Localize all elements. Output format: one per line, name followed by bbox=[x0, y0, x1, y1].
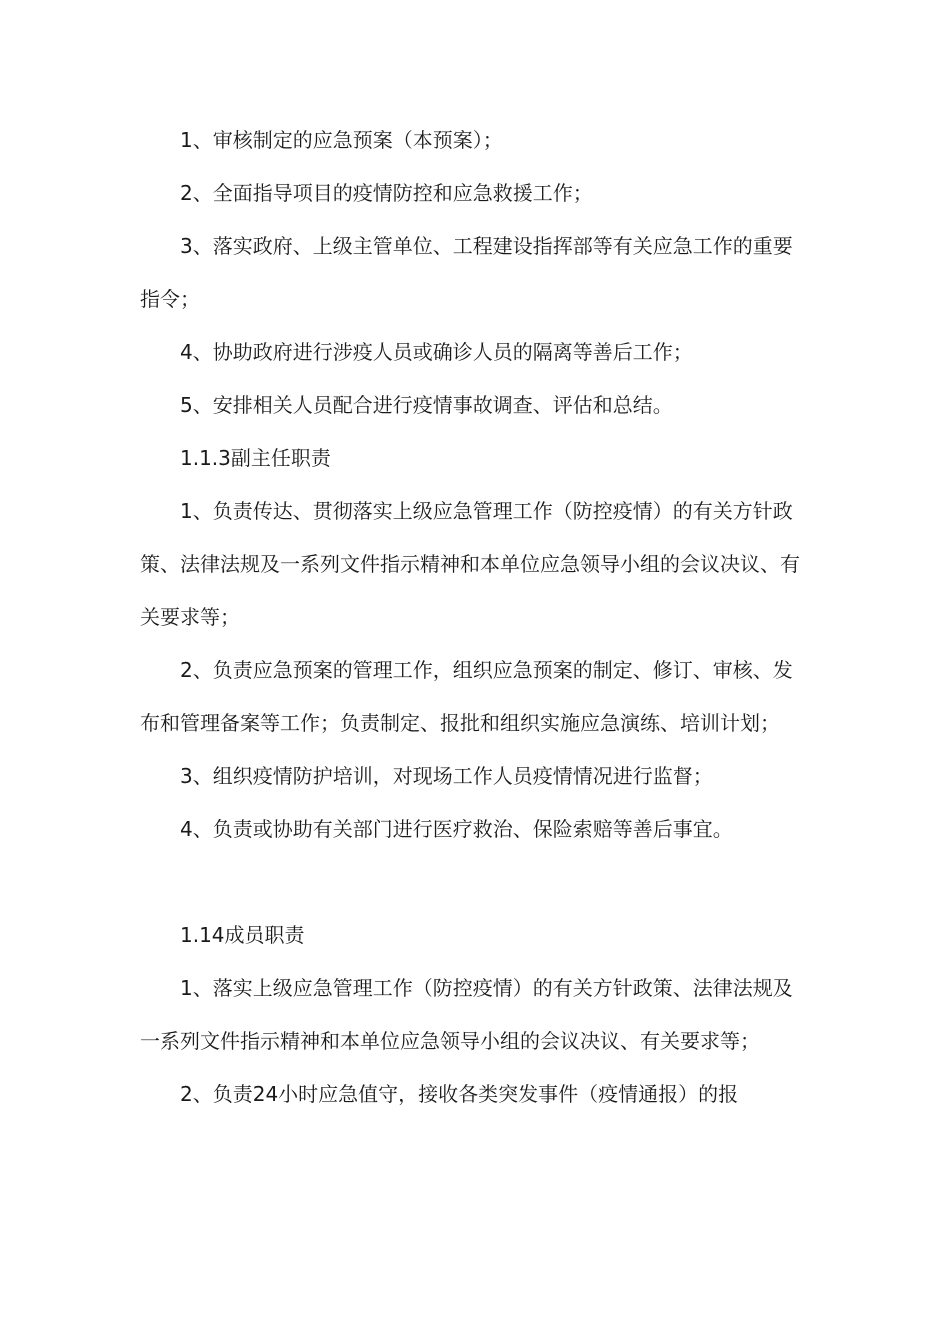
paragraph-3: 3、落实政府、上级主管单位、工程建设指挥部等有关应急工作的重要指令； bbox=[140, 234, 793, 311]
paragraph-10: 1、落实上级应急管理工作（防控疫情）的有关方针政策、法律法规及一系列文件指示精神和本单位应急领导小组的会议决议、有关要求等； bbox=[140, 976, 793, 1053]
paragraph-8: 3、组织疫情防护培训，对现场工作人员疫情情况进行监督； bbox=[180, 764, 713, 788]
paragraph-4: 4、协助政府进行涉疫人员或确诊人员的隔离等善后工作； bbox=[180, 340, 693, 364]
section-heading-deputy-director: 1.1.3副主任职责 bbox=[180, 446, 331, 470]
paragraph-2: 2、全面指导项目的疫情防控和应急救援工作； bbox=[180, 181, 593, 205]
paragraph-11: 2、负责24小时应急值守，接收各类突发事件（疫情通报）的报 bbox=[180, 1082, 739, 1106]
paragraph-7: 2、负责应急预案的管理工作，组织应急预案的制定、修订、审核、发布和管理备案等工作；负责制定、报批和组织实施应急演练、培训计划； bbox=[140, 658, 793, 735]
document-page bbox=[140, 114, 812, 1121]
paragraph-1: 1、审核制定的应急预案（本预案）； bbox=[180, 128, 503, 152]
paragraph-5: 5、安排相关人员配合进行疫情事故调查、评估和总结。 bbox=[180, 393, 673, 417]
blank-line bbox=[140, 856, 812, 909]
section-heading-members: 1.14成员职责 bbox=[180, 923, 305, 947]
paragraph-9: 4、负责或协助有关部门进行医疗救治、保险索赔等善后事宜。 bbox=[180, 817, 733, 841]
paragraph-6: 1、负责传达、贯彻落实上级应急管理工作（防控疫情）的有关方针政策、法律法规及一系列文件指示精神和本单位应急领导小组的会议决议、有关要求等； bbox=[140, 499, 800, 629]
